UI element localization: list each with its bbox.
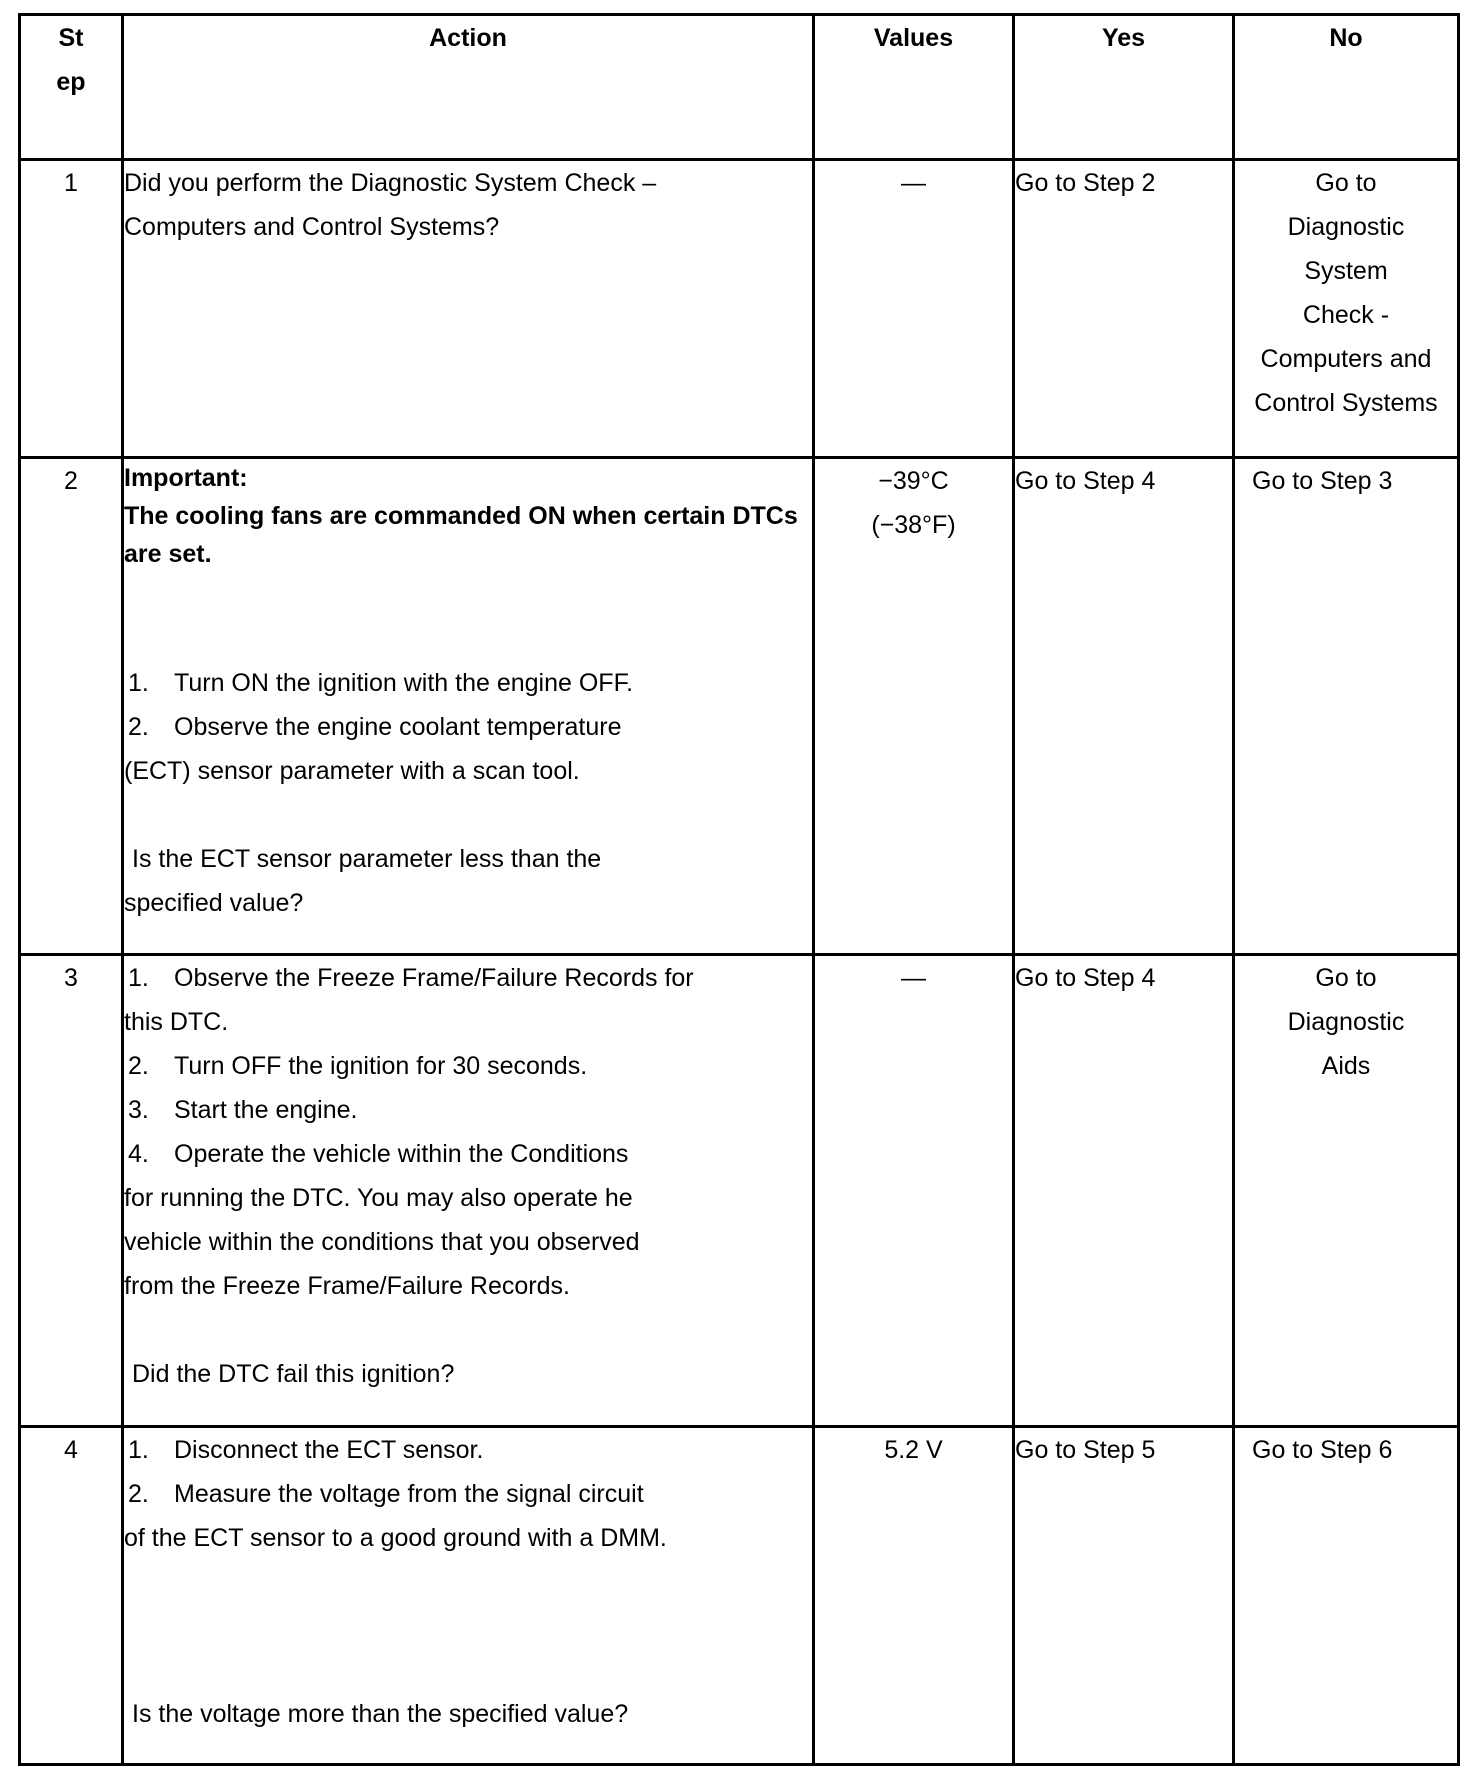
yes-cell: Go to Step 4 [1014,955,1234,1427]
list-item: 2. Turn OFF the ignition for 30 seconds. [128,1052,588,1080]
list-continuation: from the Freeze Frame/Failure Records. [124,1272,570,1300]
list-continuation: for running the DTC. You may also operate he [124,1184,633,1212]
table-row [20,160,1459,458]
value-cell [814,458,1014,955]
no-cell: Go to Step 3 [1234,458,1459,955]
header-values: Values [814,15,1014,160]
important-title: Important: [124,464,248,492]
action-question: Did the DTC fail this ignition? [132,1360,455,1388]
list-item: 2. Observe the engine coolant temperature [128,713,622,741]
step-number: 2 [20,458,123,955]
no-line: Go to [1315,964,1377,992]
header-step-line1: St [58,24,84,52]
value-cell: — [814,160,1014,458]
header-action: Action [123,15,814,160]
no-line: Go to [1315,169,1377,197]
no-line: System [1304,257,1388,285]
list-item: 1. Observe the Freeze Frame/Failure Records for [128,964,694,992]
no-line: Computers and [1260,345,1432,373]
header-step [20,15,123,160]
action-cell [123,955,814,1427]
diagnostic-table [18,13,1460,1766]
step-number: 4 [20,1427,123,1765]
header-step-line2: ep [56,68,86,96]
list-item: 3. Start the engine. [128,1096,358,1124]
yes-cell: Go to Step 2 [1014,160,1234,458]
list-continuation: this DTC. [124,1008,229,1036]
header-row [20,15,1459,160]
no-line: Diagnostic [1287,1008,1405,1036]
action-text: Did you perform the Diagnostic System Check – [124,169,657,197]
action-question: Is the ECT sensor parameter less than the [132,845,602,873]
header-yes: Yes [1014,15,1234,160]
no-line: Check - [1302,301,1390,329]
list-item: 4. Operate the vehicle within the Conditions [128,1140,629,1168]
no-line: Diagnostic [1287,213,1405,241]
action-continuation: (ECT) sensor parameter with a scan tool. [124,757,580,785]
table-row [20,458,1459,955]
value-line: −39°C [878,467,949,495]
table-row [20,1427,1459,1765]
action-cell [123,1427,814,1765]
table-row [20,955,1459,1427]
action-question: specified value? [124,889,304,917]
value-cell: — [814,955,1014,1427]
no-line: Control Systems [1254,389,1438,417]
action-cell [123,458,814,955]
header-no: No [1234,15,1459,160]
list-item: 1. Disconnect the ECT sensor. [128,1436,484,1464]
list-continuation: of the ECT sensor to a good ground with a DMM. [124,1524,667,1552]
step-number: 1 [20,160,123,458]
no-cell [1234,160,1459,458]
yes-cell: Go to Step 4 [1014,458,1234,955]
action-question: Is the voltage more than the specified value? [132,1700,629,1728]
action-text: Computers and Control Systems? [124,213,500,241]
no-cell [1234,955,1459,1427]
no-line: Aids [1321,1052,1371,1080]
no-cell: Go to Step 6 [1234,1427,1459,1765]
important-text: The cooling fans are commanded ON when certain DTCs are set. [124,502,798,568]
action-cell [123,160,814,458]
list-item: 2. Measure the voltage from the signal circuit [128,1480,644,1508]
step-number: 3 [20,955,123,1427]
value-line: (−38°F) [871,511,956,539]
yes-cell: Go to Step 5 [1014,1427,1234,1765]
list-item: 1. Turn ON the ignition with the engine OFF. [128,669,634,697]
value-cell: 5.2 V [814,1427,1014,1765]
list-continuation: vehicle within the conditions that you observed [124,1228,640,1256]
